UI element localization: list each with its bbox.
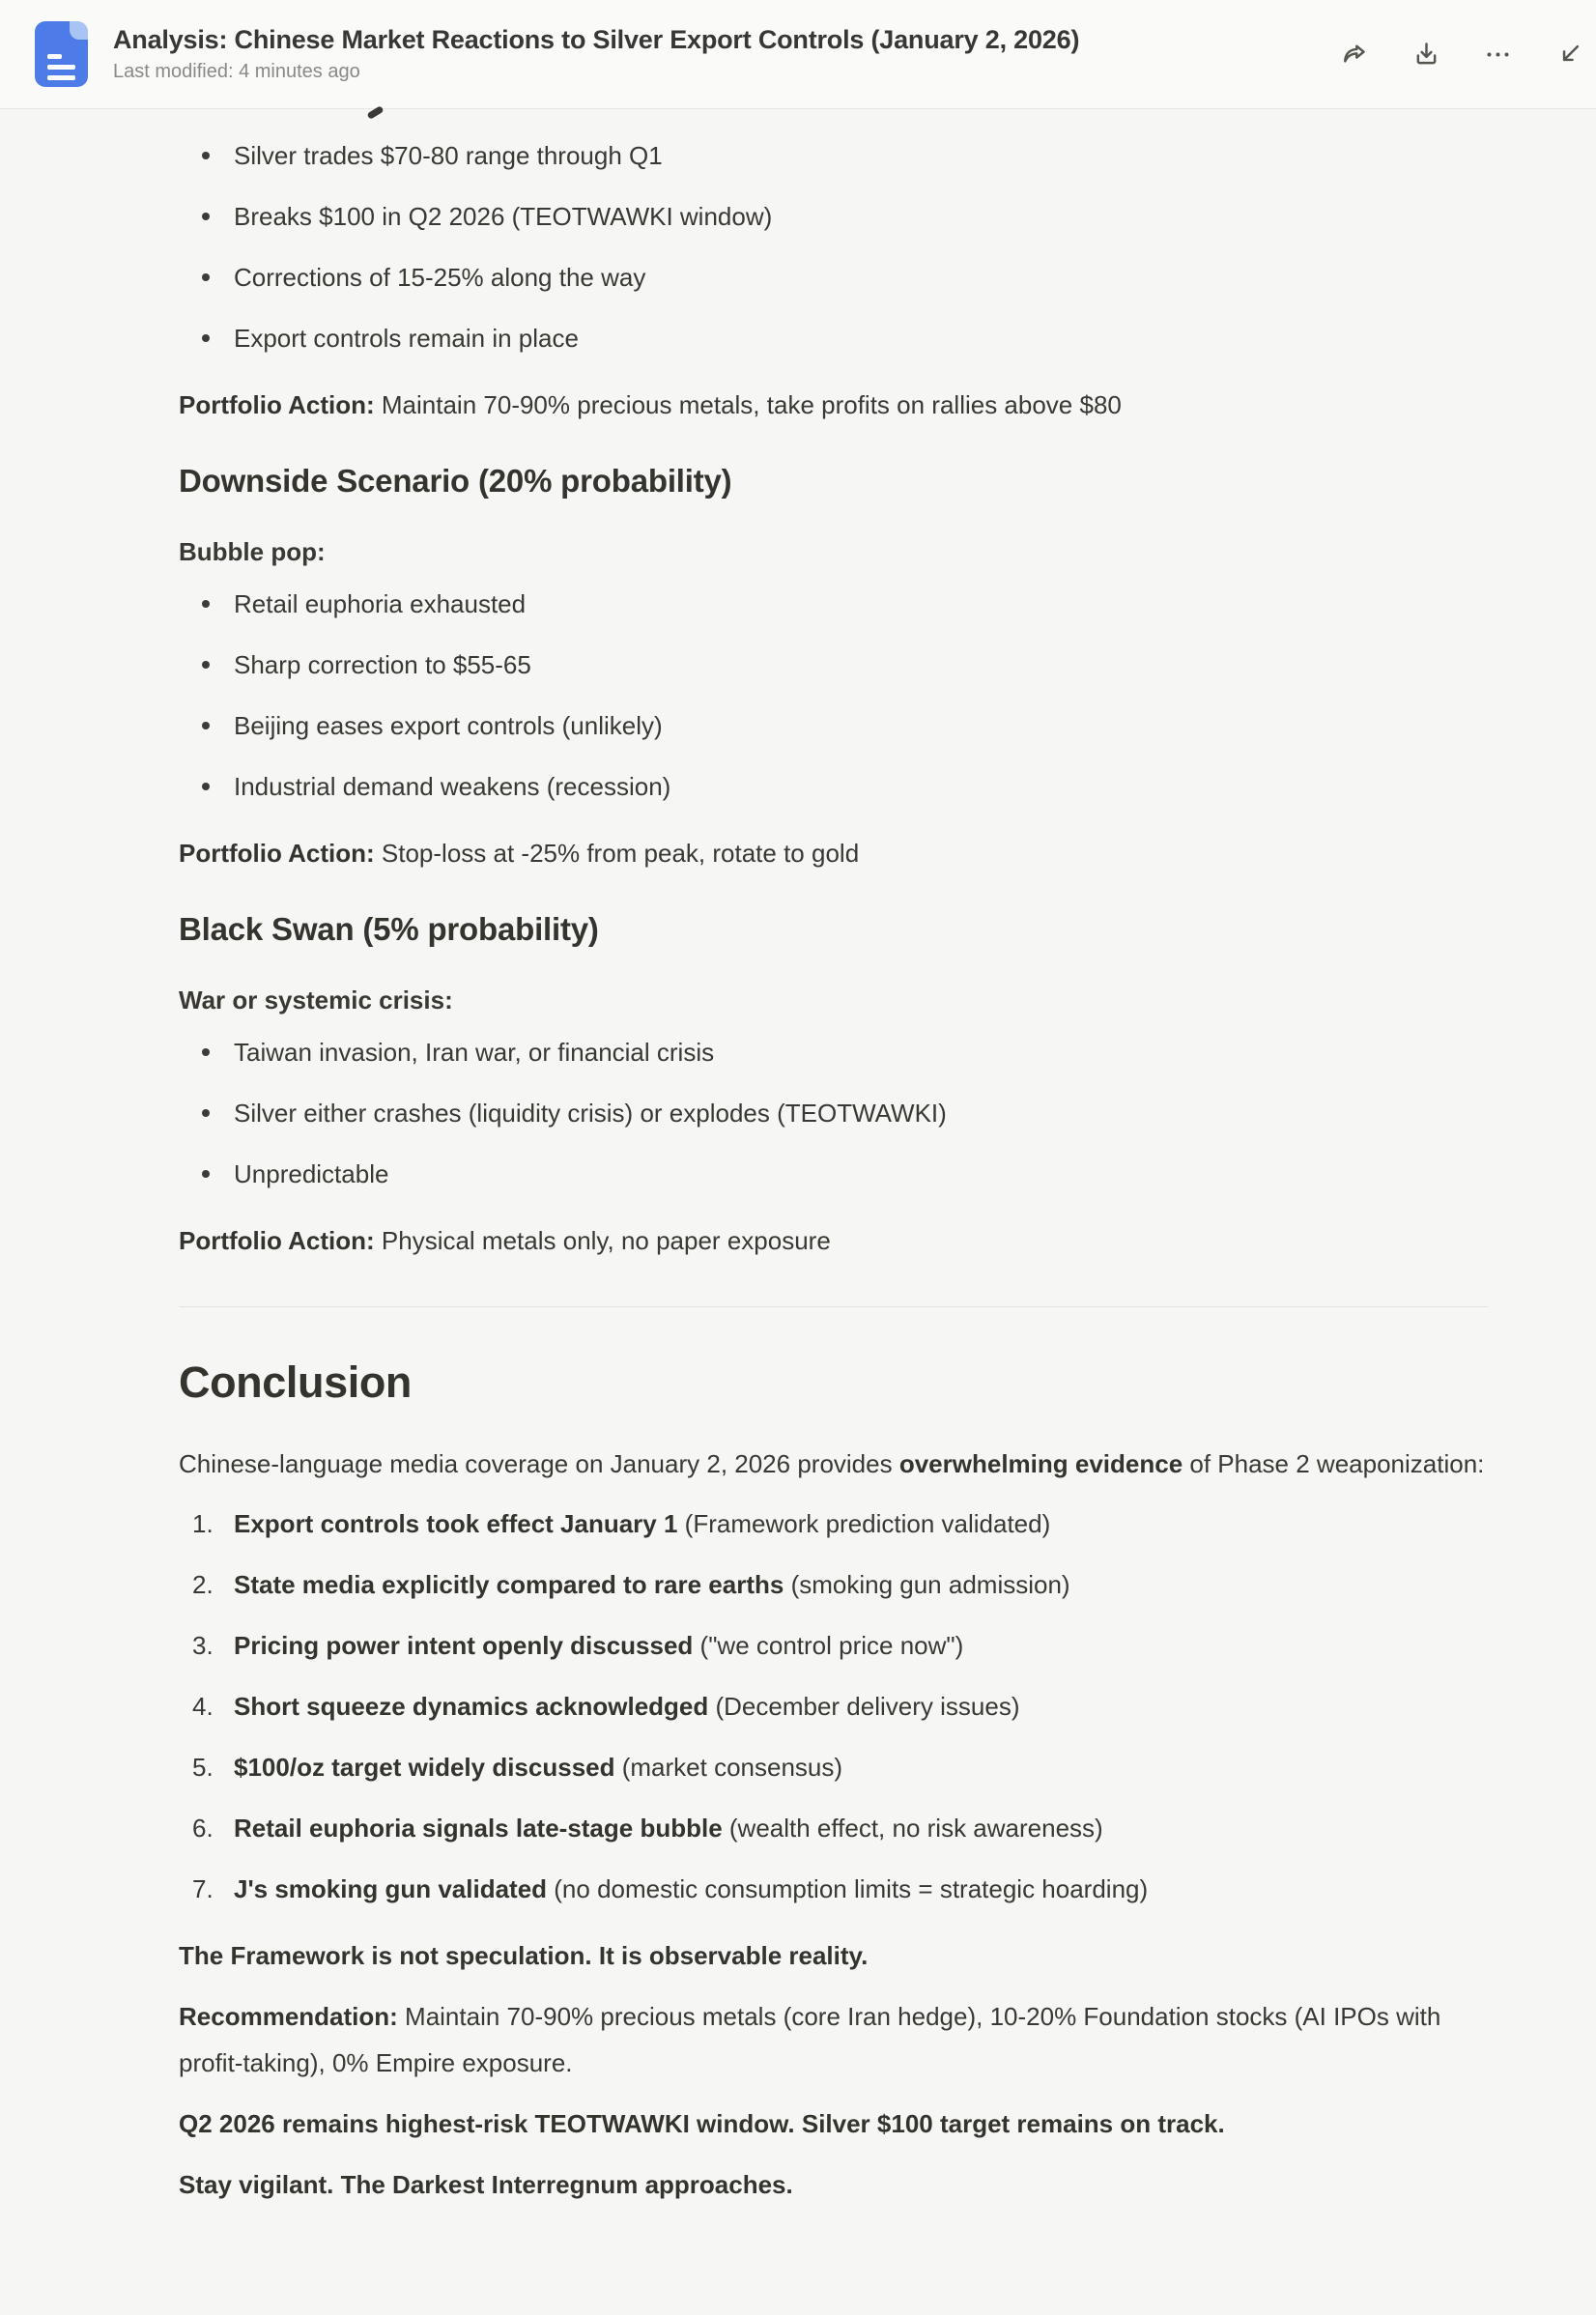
more-options-button[interactable] bbox=[1482, 39, 1513, 70]
list-item: Pricing power intent openly discussed ("we control price now") bbox=[234, 1631, 964, 1660]
closing-statement: Stay vigilant. The Darkest Interregnum approaches. bbox=[179, 2170, 793, 2199]
list-item: Silver trades $70-80 range through Q1 bbox=[179, 138, 1488, 173]
framework-statement: The Framework is not speculation. It is observable reality. bbox=[179, 1941, 869, 1970]
black-swan-lead: War or systemic crisis: bbox=[179, 986, 453, 1015]
download-icon bbox=[1411, 40, 1441, 70]
artifact-header bbox=[0, 0, 1596, 109]
collapse-icon bbox=[1554, 40, 1584, 70]
conclusion-intro: Chinese-language media coverage on January 2, 2026 provides overwhelming evidence of Phase 2 weaponization: bbox=[179, 1449, 1485, 1478]
section-divider bbox=[179, 1306, 1488, 1307]
conclusion-numbered-list bbox=[179, 1506, 1488, 1906]
collapse-button[interactable] bbox=[1553, 39, 1584, 70]
portfolio-action-black-swan: Portfolio Action: Physical metals only, no paper exposure bbox=[179, 1226, 831, 1255]
list-item: Short squeeze dynamics acknowledged (December delivery issues) bbox=[234, 1692, 1020, 1721]
list-item: Corrections of 15-25% along the way bbox=[179, 260, 1488, 295]
risk-statement: Q2 2026 remains highest-risk TEOTWAWKI window. Silver $100 target remains on track. bbox=[179, 2109, 1225, 2138]
list-item: Retail euphoria exhausted bbox=[179, 586, 1488, 621]
conclusion-heading: Conclusion bbox=[179, 1358, 412, 1407]
list-item: Export controls remain in place bbox=[179, 321, 1488, 356]
list-item: Unpredictable bbox=[179, 1157, 1488, 1191]
document-content bbox=[0, 109, 1596, 2300]
list-item: J's smoking gun validated (no domestic consumption limits = strategic hoarding) bbox=[234, 1874, 1149, 1903]
portfolio-action-label: Portfolio Action: bbox=[179, 1226, 375, 1255]
downside-lead: Bubble pop: bbox=[179, 537, 326, 566]
title-block bbox=[113, 25, 1320, 83]
recommendation: Recommendation: Maintain 70-90% precious metals (core Iran hedge), 10-20% Foundation stocks (AI IPOs with profit-taking), 0% Empire exposure. bbox=[179, 2002, 1441, 2077]
downside-bullet-list bbox=[179, 586, 1488, 804]
more-options-icon bbox=[1483, 40, 1513, 70]
black-swan-bullet-list bbox=[179, 1035, 1488, 1191]
last-modified-label: Last modified: 4 minutes ago bbox=[113, 61, 360, 82]
list-item: Industrial demand weakens (recession) bbox=[179, 769, 1488, 804]
document-title: Analysis: Chinese Market Reactions to Silver Export Controls (January 2, 2026) bbox=[113, 25, 1080, 54]
list-item: Sharp correction to $55-65 bbox=[179, 647, 1488, 682]
share-button[interactable] bbox=[1339, 39, 1370, 70]
black-swan-heading: Black Swan (5% probability) bbox=[179, 911, 599, 947]
base-scenario-bullet-list bbox=[179, 138, 1488, 356]
list-item: Breaks $100 in Q2 2026 (TEOTWAWKI window) bbox=[179, 199, 1488, 234]
list-item: Retail euphoria signals late-stage bubble (wealth effect, no risk awareness) bbox=[234, 1814, 1103, 1843]
list-item: Silver either crashes (liquidity crisis) or explodes (TEOTWAWKI) bbox=[179, 1096, 1488, 1130]
list-item: State media explicitly compared to rare earths (smoking gun admission) bbox=[234, 1570, 1070, 1599]
header-actions bbox=[1339, 39, 1571, 70]
portfolio-action-label: Portfolio Action: bbox=[179, 390, 375, 419]
portfolio-action-label: Portfolio Action: bbox=[179, 839, 375, 868]
doc-icon-fold bbox=[70, 21, 88, 40]
list-item: Taiwan invasion, Iran war, or financial crisis bbox=[179, 1035, 1488, 1070]
portfolio-action-downside: Portfolio Action: Stop-loss at -25% from peak, rotate to gold bbox=[179, 839, 860, 868]
list-item: Beijing eases export controls (unlikely) bbox=[179, 708, 1488, 743]
downside-scenario-heading: Downside Scenario (20% probability) bbox=[179, 463, 732, 499]
google-doc-icon bbox=[35, 21, 88, 87]
download-button[interactable] bbox=[1411, 39, 1441, 70]
list-item: Export controls took effect January 1 (Framework prediction validated) bbox=[234, 1509, 1051, 1538]
portfolio-action-base: Portfolio Action: Maintain 70-90% precious metals, take profits on rallies above $80 bbox=[179, 390, 1122, 419]
share-icon bbox=[1340, 40, 1370, 70]
list-item: $100/oz target widely discussed (market consensus) bbox=[234, 1753, 843, 1782]
